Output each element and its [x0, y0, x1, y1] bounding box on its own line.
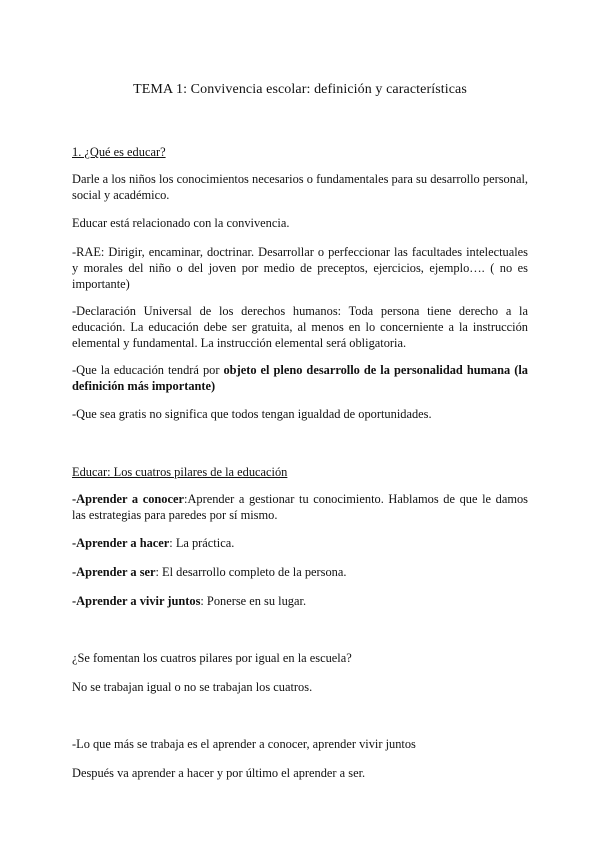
- paragraph-pregunta-pilares: ¿Se fomentan los cuatros pilares por igual en la escuela?: [72, 651, 352, 665]
- list-item-text: : El desarrollo completo de la persona.: [155, 565, 347, 579]
- list-item-aprender-hacer: [72, 535, 528, 551]
- paragraph-objeto-educacion: [72, 362, 528, 394]
- section-heading-cuatro-pilares: Educar: Los cuatros pilares de la educación: [72, 465, 288, 479]
- list-item-aprender-conocer: [72, 491, 528, 523]
- paragraph-gratis: -Que sea gratis no significa que todos tengan igualdad de oportunidades.: [72, 407, 432, 421]
- document-title: TEMA 1: Convivencia escolar: definición y características: [133, 82, 467, 97]
- paragraph-definicion: Darle a los niños los conocimientos necesarios o fundamentales para su desarrollo personal, social y académico.: [72, 172, 528, 202]
- section-heading-que-es-educar: 1. ¿Qué es educar?: [72, 145, 166, 159]
- paragraph-orden-pilares: Después va aprender a hacer y por último el aprender a ser.: [72, 766, 366, 780]
- list-item-aprender-ser: [72, 564, 528, 580]
- list-item-text: :Aprender a gestionar tu conocimiento. Hablamos de que le damos las estrategias para paredes por sí mismo.: [72, 492, 528, 522]
- list-item-label: -Aprender a conocer: [72, 492, 185, 506]
- paragraph-objeto-text: -Que la educación tendrá por: [72, 363, 224, 377]
- list-item-label: -Aprender a ser: [72, 565, 156, 579]
- list-item-aprender-vivir-juntos: [72, 593, 528, 609]
- paragraph-convivencia: Educar está relacionado con la convivencia.: [72, 216, 290, 230]
- list-item-text: : Ponerse en su lugar.: [200, 594, 307, 608]
- paragraph-objeto-bold: objeto el pleno desarrollo de la personalidad humana (la definición más importante): [72, 363, 528, 393]
- list-item-label: -Aprender a vivir juntos: [72, 594, 201, 608]
- paragraph-respuesta-pilares: No se trabajan igual o no se trabajan los cuatros.: [72, 680, 313, 694]
- list-item-text: : La práctica.: [169, 536, 235, 550]
- paragraph-declaracion-ddhh: -Declaración Universal de los derechos humanos: Toda persona tiene derecho a la educación. La educación debe ser gratuita, al menos en lo concerniente a la instrucción elemental y fundamental. La instrucción elemental será obligatoria.: [72, 304, 528, 350]
- paragraph-rae: -RAE: Dirigir, encaminar, doctrinar. Desarrollar o perfeccionar las facultades intelectuales y morales del niño o del joven por medio de preceptos, ejercicios, ejemplo…. ( no es importante): [72, 245, 528, 291]
- list-item-label: -Aprender a hacer: [72, 536, 170, 550]
- paragraph-mas-trabajado: -Lo que más se trabaja es el aprender a conocer, aprender vivir juntos: [72, 737, 416, 751]
